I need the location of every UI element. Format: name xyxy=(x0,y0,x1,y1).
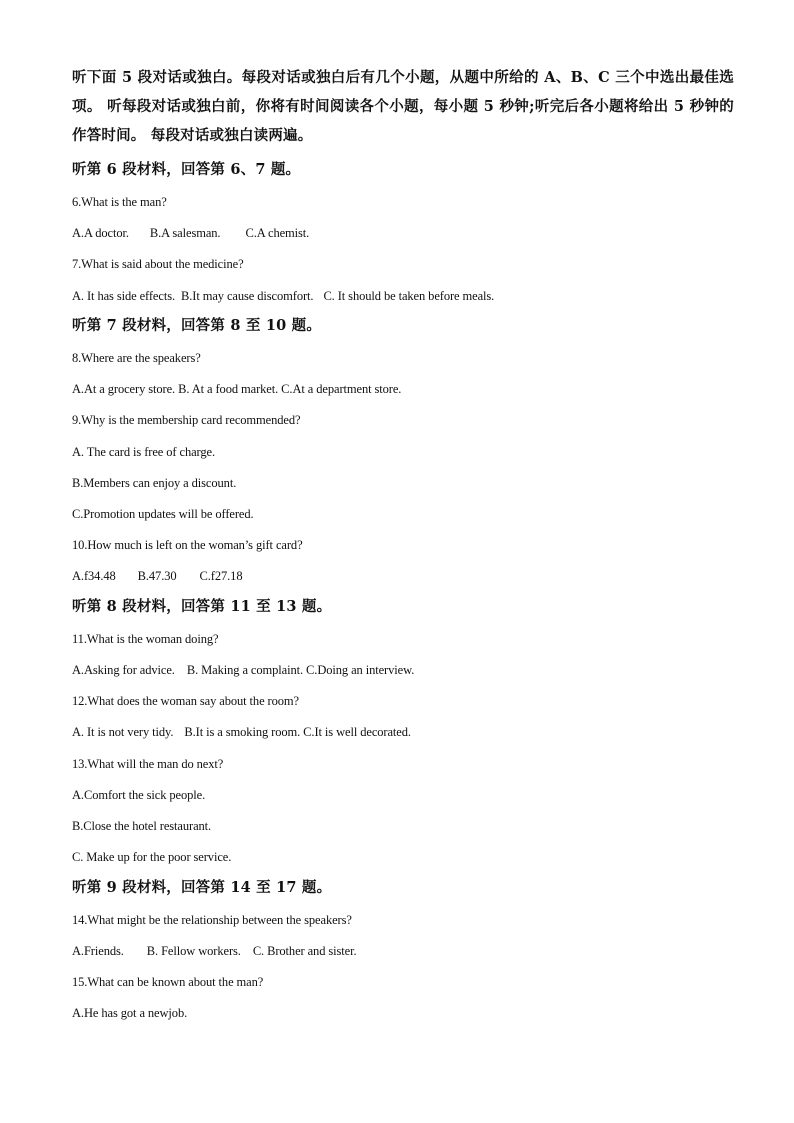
option-b: B.Close the hotel restaurant. xyxy=(72,819,212,833)
section-heading: 听第 6 段材料，回答第 6、7 题。 xyxy=(72,161,301,178)
option-abc: A.At a grocery store. B. At a food market. C.At a department store. xyxy=(72,382,402,396)
option-row xyxy=(72,381,732,397)
question-text: 9.Why is the membership card recommended? xyxy=(72,413,301,427)
question-text: 14.What might be the relationship between the speakers? xyxy=(72,913,352,927)
option-b: B. Fellow workers. xyxy=(146,944,241,958)
option-b: B.It may cause discomfort. xyxy=(181,289,314,303)
option-row xyxy=(72,568,732,584)
option-c: C.f27.18 xyxy=(199,569,243,583)
option-b: B.Members can enjoy a discount. xyxy=(72,476,237,490)
section-instructions: 听下面 5 段对话或独白。每段对话或独白后有几个小题，从题中所给的 A、B、C 三个中选出最佳选项。 听每段对话或独白前，你将有时间阅读各个小题，每小题 5 秒钟;听完后各小题将给出 5 秒钟的作答时间。 每段对话或独白读两遍。 xyxy=(72,69,734,144)
option-b: B.47.30 xyxy=(137,569,177,583)
option-a: A.f34.48 xyxy=(72,569,116,583)
option-bc: B.It is a smoking room. C.It is well decorated. xyxy=(184,725,411,739)
option-c: C. Make up for the poor service. xyxy=(72,850,232,864)
section-heading: 听第 7 段材料，回答第 8 至 10 题。 xyxy=(72,317,322,334)
option-c: C. Brother and sister. xyxy=(252,944,357,958)
option-a: A.He has got a newjob. xyxy=(72,1006,188,1020)
option-a: A.Comfort the sick people. xyxy=(72,788,206,802)
option-c: C.Promotion updates will be offered. xyxy=(72,507,254,521)
option-a: A. The card is free of charge. xyxy=(72,445,215,459)
question-text: 13.What will the man do next? xyxy=(72,757,224,771)
option-row xyxy=(72,288,732,304)
option-a: A. It has side effects. xyxy=(72,289,175,303)
section-heading: 听第 9 段材料，回答第 14 至 17 题。 xyxy=(72,879,332,896)
option-a: A.Asking for advice. xyxy=(72,663,175,677)
question-text: 8.Where are the speakers? xyxy=(72,351,201,365)
option-bc: B. Making a complaint. C.Doing an interview. xyxy=(186,663,415,677)
option-b: B.A salesman. xyxy=(149,226,221,240)
option-a: A. It is not very tidy. xyxy=(72,725,174,739)
question-text: 10.How much is left on the woman’s gift card? xyxy=(72,538,303,552)
question-text: 11.What is the woman doing? xyxy=(72,632,219,646)
option-row xyxy=(72,943,732,959)
question-text: 6.What is the man? xyxy=(72,195,167,209)
option-row xyxy=(72,662,732,678)
option-c: C. It should be taken before meals. xyxy=(323,289,495,303)
option-row xyxy=(72,724,732,740)
option-row xyxy=(72,225,732,241)
question-text: 7.What is said about the medicine? xyxy=(72,257,244,271)
question-text: 12.What does the woman say about the room? xyxy=(72,694,299,708)
question-text: 15.What can be known about the man? xyxy=(72,975,264,989)
section-heading: 听第 8 段材料，回答第 11 至 13 题。 xyxy=(72,598,332,615)
option-c: C.A chemist. xyxy=(245,226,310,240)
option-a: A.Friends. xyxy=(72,944,124,958)
option-a: A.A doctor. xyxy=(72,226,129,240)
